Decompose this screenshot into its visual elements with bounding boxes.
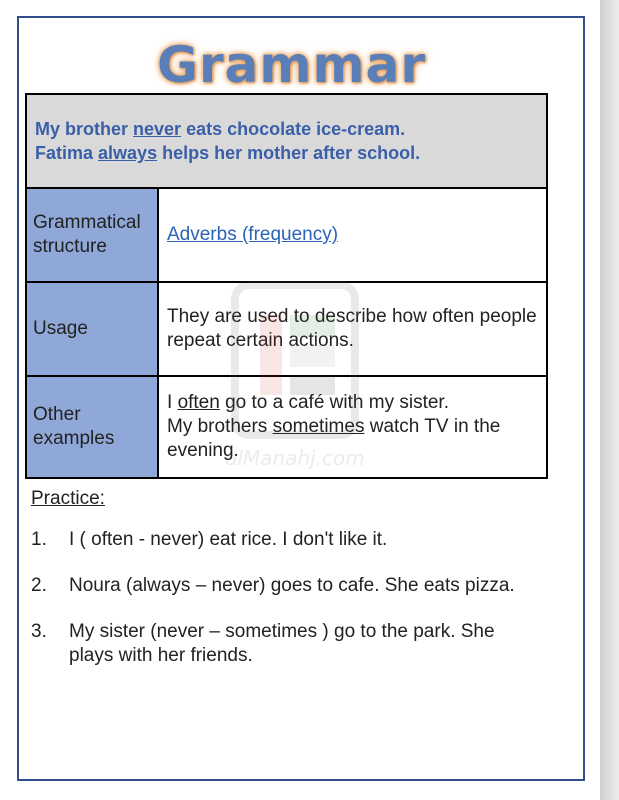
other-1-post: go to a café with my sister. [219,392,449,413]
question-text: My sister (never – sometimes ) go to the park. She plays with her friends. [69,621,495,666]
other-examples-label: Other examples [26,376,158,478]
examples-row [26,94,547,188]
usage-row [26,282,547,376]
grammar-table [25,93,548,479]
example-sentence-2 [35,141,538,165]
practice-heading: Practice: [31,488,105,509]
examples-cell [26,94,547,188]
practice-questions [31,528,531,690]
example-2-post: helps her mother after school. [157,143,421,163]
structure-row [26,188,547,282]
other-example-2 [167,415,538,463]
worksheet-frame [17,16,585,781]
other-1-adverb: often [177,392,220,413]
adverbs-frequency-link[interactable]: Adverbs (frequency) [167,224,339,245]
structure-value[interactable] [158,188,547,282]
question-1 [31,528,531,552]
example-1-adverb: never [133,119,182,139]
page-title: Grammar [156,36,427,94]
page-edge-shadow [600,0,619,800]
question-3 [31,620,531,668]
question-number: 2. [31,575,47,596]
question-text: Noura (always – never) goes to cafe. She eats pizza. [69,575,515,596]
question-2 [31,574,531,598]
other-examples-row [26,376,547,478]
other-2-pre: My brothers [167,416,273,437]
example-1-pre: My brother [35,119,134,139]
other-2-post: watch TV in the evening. [167,416,501,461]
example-1-post: eats chocolate ice-cream. [181,119,406,139]
other-examples-value [158,376,547,478]
usage-label: Usage [26,282,158,376]
other-example-1 [167,391,538,415]
example-2-adverb: always [98,143,158,163]
example-sentence-1 [35,117,538,141]
question-text: I ( often - never) eat rice. I don't like it. [69,529,388,550]
other-2-adverb: sometimes [272,416,365,437]
usage-value: They are used to describe how often people repeat certain actions. [158,282,547,376]
question-number: 3. [31,621,47,642]
structure-label: Grammatical structure [26,188,158,282]
question-number: 1. [31,529,47,550]
other-1-pre: I [167,392,178,413]
example-2-pre: Fatima [35,143,99,163]
